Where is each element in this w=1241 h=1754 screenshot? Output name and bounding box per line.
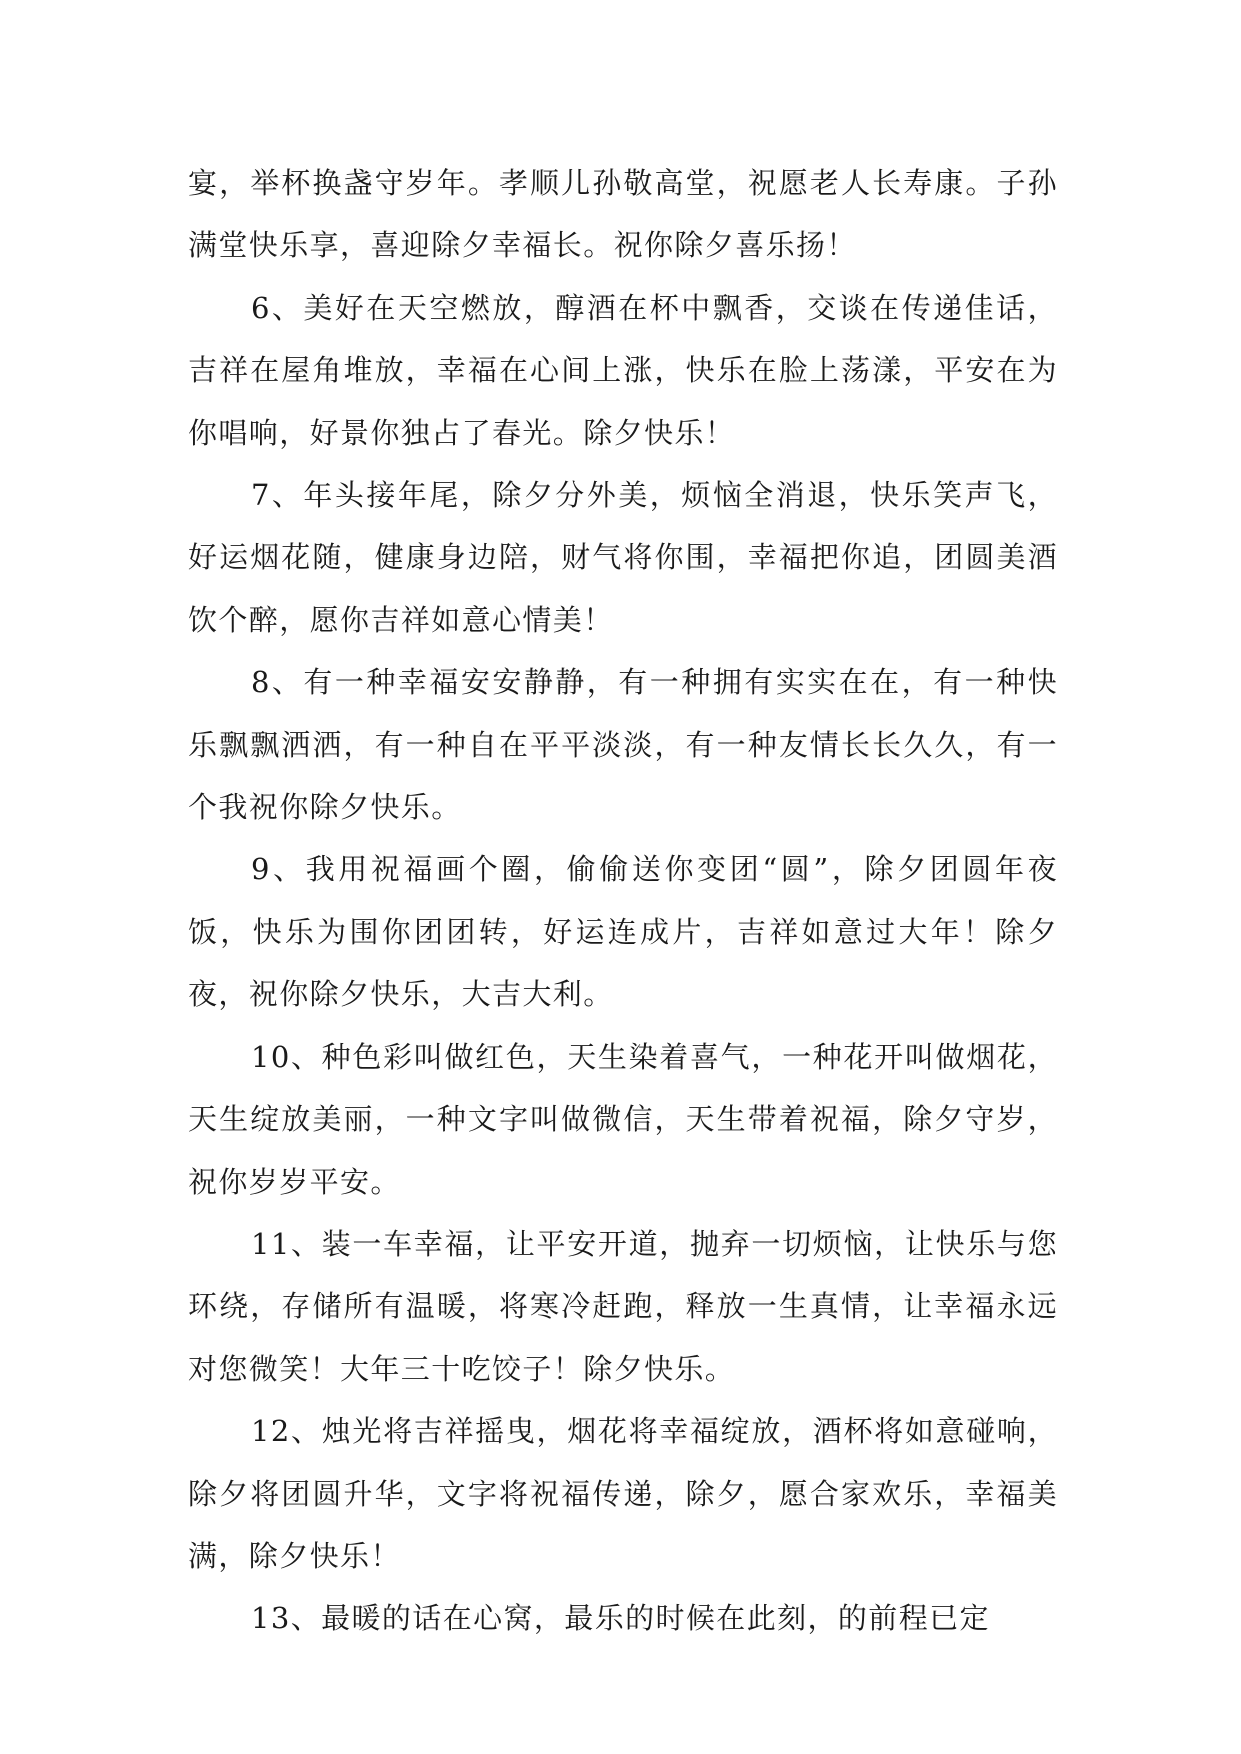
paragraph-item-6: 6、美好在天空燃放，醇酒在杯中飘香，交谈在传递佳话，吉祥在屋角堆放，幸福在心间上涨，快乐在脸上荡漾，平安在为你唱响，好景你独占了春光。除夕快乐！ [188,290,1058,450]
paragraph-item-7: 7、年头接年尾，除夕分外美，烦恼全消退，快乐笑声飞，好运烟花随，健康身边陪，财气将你围，幸福把你追，团圆美酒饮个醉，愿你吉祥如意心情美！ [188,478,1058,637]
paragraph-item-9: 9、我用祝福画个圈，偷偷送你变团“圆”，除夕团圆年夜饭，快乐为围你团团转，好运连成片，吉祥如意过大年！除夕夜，祝你除夕快乐，大吉大利。 [188,852,1058,1012]
document-body [188,152,1058,1650]
paragraph-item-13: 13、最暖的话在心窝，最乐的时候在此刻，的前程已定 [251,1601,990,1636]
paragraph-item-10: 10、种色彩叫做红色，天生染着喜气，一种花开叫做烟花，天生绽放美丽，一种文字叫做微信，天生带着祝福，除夕守岁，祝你岁岁平安。 [188,1039,1058,1199]
paragraph-item-8: 8、有一种幸福安安静静，有一种拥有实实在在，有一种快乐飘飘洒洒，有一种自在平平淡淡，有一种友情长长久久，有一个我祝你除夕快乐。 [188,665,1058,825]
paragraph-item-11: 11、装一车幸福，让平安开道，抛弃一切烦恼，让快乐与您环绕，存储所有温暖，将寒冷赶跑，释放一生真情，让幸福永远对您微笑！大年三十吃饺子！除夕快乐。 [188,1226,1058,1386]
paragraph-continuation: 宴，举杯换盏守岁年。孝顺儿孙敬高堂，祝愿老人长寿康。子孙满堂快乐享，喜迎除夕幸福长。祝你除夕喜乐扬！ [188,166,1058,263]
paragraph-item-12: 12、烛光将吉祥摇曳，烟花将幸福绽放，酒杯将如意碰响，除夕将团圆升华，文字将祝福传递，除夕，愿合家欢乐，幸福美满，除夕快乐！ [188,1414,1058,1573]
